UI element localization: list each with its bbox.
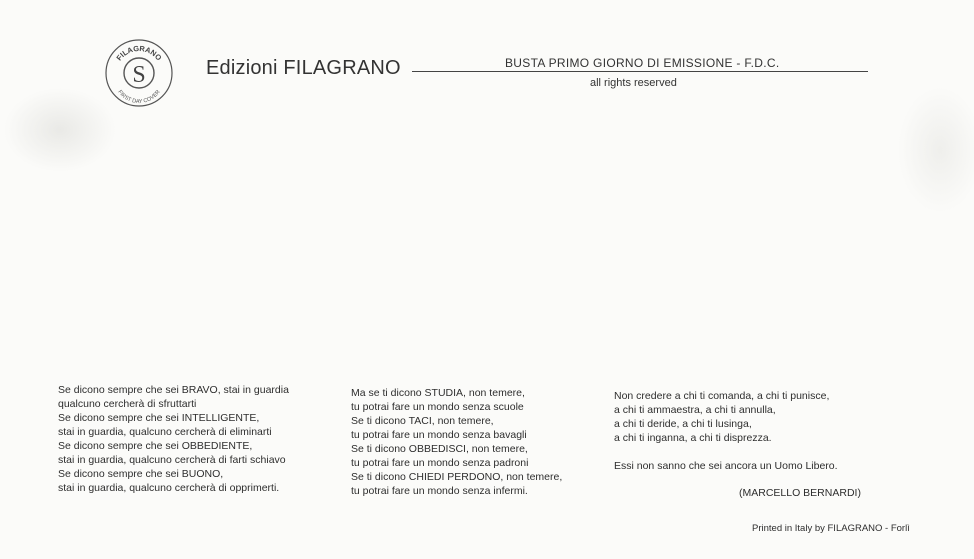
poem-line: tu potrai fare un mondo senza bavagli <box>351 429 527 441</box>
rights-notice: all rights reserved <box>590 77 677 89</box>
stanza-gap <box>614 445 838 459</box>
poem-line: Se ti dicono CHIEDI PERDONO, non temere, <box>351 471 563 483</box>
header-divider <box>412 71 868 72</box>
poem-line: a chi ti ammaestra, a chi ti annulla, <box>614 404 776 416</box>
svg-text:FIRST DAY COVER: FIRST DAY COVER <box>116 89 162 106</box>
poem-author: (MARCELLO BERNARDI) <box>739 487 861 499</box>
poem-line: a chi ti deride, a chi ti lusinga, <box>614 418 752 430</box>
poem-column-1 <box>58 383 289 495</box>
poem-line: tu potrai fare un mondo senza infermi. <box>351 485 528 497</box>
poem-line: qualcuno cercherà di sfruttarti <box>58 398 197 410</box>
printer-credit: Printed in Italy by FILAGRANO - Forlì <box>752 523 910 534</box>
cover-title: BUSTA PRIMO GIORNO DI EMISSIONE - F.D.C. <box>505 56 780 70</box>
poem-line: Se ti dicono OBBEDISCI, non temere, <box>351 443 528 455</box>
poem-line: a chi ti inganna, a chi ti disprezza. <box>614 432 772 444</box>
poem-line: tu potrai fare un mondo senza padroni <box>351 457 529 469</box>
poem-line: Se dicono sempre che sei BUONO, <box>58 468 224 480</box>
poem-column-2 <box>351 386 562 498</box>
poem-line: stai in guardia, qualcuno cercherà di farti schiavo <box>58 454 286 466</box>
poem-line: stai in guardia, qualcuno cercherà di opprimerti. <box>58 482 280 494</box>
svg-text:FILAGRANO: FILAGRANO <box>114 43 164 63</box>
poem-line: Se dicono sempre che sei BRAVO, stai in guardia <box>58 384 289 396</box>
poem-line: Ma se ti dicono STUDIA, non temere, <box>351 387 525 399</box>
poem-closing-line: Essi non sanno che sei ancora un Uomo Libero. <box>614 460 838 472</box>
filagrano-logo <box>104 38 174 108</box>
poem-line: tu potrai fare un mondo senza scuole <box>351 401 524 413</box>
poem-line: stai in guardia, qualcuno cercherà di eliminarti <box>58 426 272 438</box>
poem-line: Se dicono sempre che sei INTELLIGENTE, <box>58 412 260 424</box>
publisher-name: Edizioni FILAGRANO <box>206 57 401 79</box>
svg-text:S: S <box>132 62 146 88</box>
poem-line: Se dicono sempre che sei OBBEDIENTE, <box>58 440 253 452</box>
poem-column-3 <box>614 389 838 473</box>
poem-line: Non credere a chi ti comanda, a chi ti punisce, <box>614 390 830 402</box>
poem-line: Se ti dicono TACI, non temere, <box>351 415 494 427</box>
